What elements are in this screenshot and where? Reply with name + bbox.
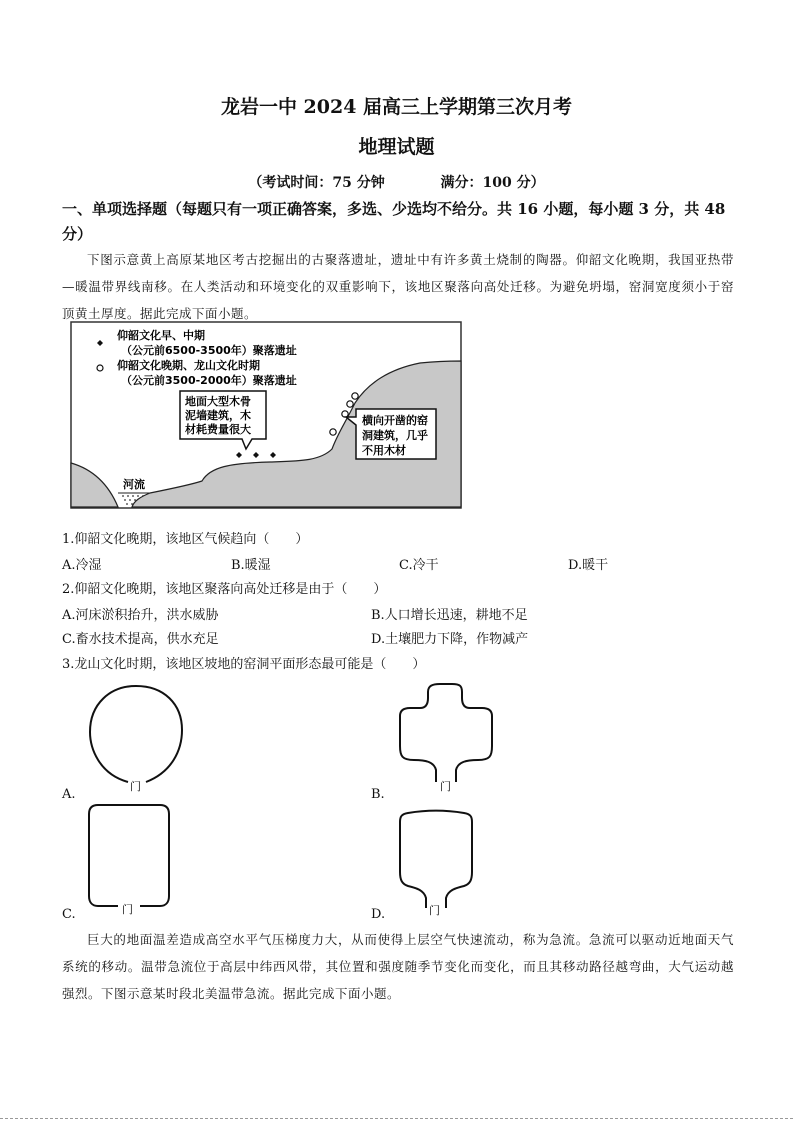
door-label-b: 门 (440, 780, 451, 793)
q3-option-a[interactable]: A. (62, 787, 76, 802)
q3-option-c[interactable]: C. (62, 907, 76, 922)
callout-right-line1: 横向开凿的窑 (362, 414, 428, 427)
q1-option-c[interactable]: C.冷干 (399, 558, 439, 573)
door-label-a: 门 (130, 780, 141, 793)
q3-option-d[interactable]: D. (371, 907, 386, 922)
section-heading: 一、单项选择题（每题只有一项正确答案，多选、少选均不给分。共 16 小题，每小题 3 分，共 48 分） (62, 200, 726, 243)
exam-time: （考试时间：75 分钟 (248, 175, 385, 191)
q1-option-d[interactable]: D.暖干 (568, 558, 609, 573)
cave-shape-a (84, 682, 194, 798)
page-bottom-divider (0, 1118, 793, 1119)
door-label-c: 门 (122, 903, 133, 916)
river-label: 河流 (123, 478, 145, 491)
callout-right-line3: 不用木材 (362, 444, 406, 457)
legend-circle-icon (97, 365, 103, 371)
settlement-profile-figure (70, 321, 462, 509)
cave-shape-c (84, 802, 174, 918)
exam-title: 龙岩一中 2024 届高三上学期第三次月考 (220, 96, 573, 118)
callout-left-line2: 泥墙建筑，木 (185, 409, 251, 422)
legend-circle-line2: （公元前3500-2000年）聚落遗址 (121, 374, 297, 387)
question-1-stem: 1.仰韶文化晚期，该地区气候趋向（ ） (62, 532, 309, 547)
full-score: 满分：100 分） (440, 175, 545, 191)
legend-dot-line2: （公元前6500-3500年）聚落遗址 (121, 344, 297, 357)
callout-right-line2: 洞建筑，几乎 (362, 429, 428, 442)
callout-left-line3: 材耗费量很大 (185, 423, 251, 436)
legend-circle-line1: 仰韶文化晚期、龙山文化时期 (117, 359, 260, 372)
cave-shape-d (396, 806, 476, 918)
legend-dot-line1: 仰韶文化早、中期 (117, 329, 205, 342)
question-2-stem: 2.仰韶文化晚期，该地区聚落向高处迁移是由于（ ） (62, 582, 387, 597)
passage-1: 下图示意黄上高原某地区考古挖掘出的古聚落遗址，遗址中有许多黄土烧制的陶器。仰韶文化晚期，我国亚热带—暖温带界线南移。在人类活动和环境变化的双重影响下，该地区聚落向高处迁移。为避免坍塌，窑洞宽度须小于窑顶黄土厚度。据此完成下面小题。 (62, 252, 734, 321)
callout-left-line1: 地面大型木骨 (185, 395, 251, 408)
q1-option-a[interactable]: A.冷湿 (62, 558, 102, 573)
exam-info (0, 172, 793, 192)
q2-option-b[interactable]: B.人口增长迅速，耕地不足 (371, 608, 528, 623)
q1-option-b[interactable]: B.暖湿 (231, 558, 271, 573)
subject-title: 地理试题 (358, 136, 435, 158)
passage-2: 巨大的地面温差造成高空水平气压梯度力大，从而使得上层空气快速流动，称为急流。急流可以驱动近地面天气系统的移动。温带急流位于高层中纬西风带，其位置和强度随季节变化而变化，而且其移动路径越弯曲，大气运动越强烈。下图示意某时段北美温带急流。据此完成下面小题。 (62, 932, 734, 1001)
question-3-stem: 3.龙山文化时期，该地区坡地的窑洞平面形态最可能是（ ） (62, 657, 426, 672)
door-label-d: 门 (429, 904, 440, 917)
cave-shape-b (396, 682, 498, 798)
q2-option-d[interactable]: D.土壤肥力下降，作物减产 (371, 632, 529, 647)
q2-option-c[interactable]: C.畜水技术提高，供水充足 (62, 632, 219, 647)
q3-option-b[interactable]: B. (371, 787, 385, 802)
q2-option-a[interactable]: A.河床淤积抬升，洪水威胁 (62, 608, 219, 623)
